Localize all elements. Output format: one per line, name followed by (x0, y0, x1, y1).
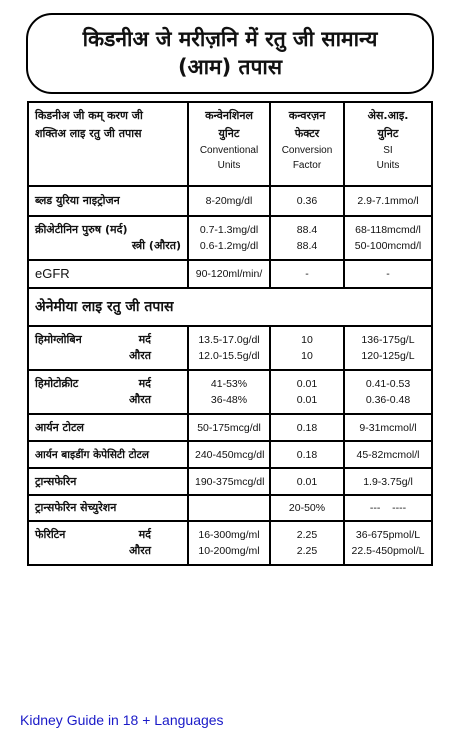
blood-test-table (27, 101, 433, 566)
page-subtitle: (आम) तपास (177, 55, 283, 79)
table-row: फेरिटिन मर्द औरत 16-300mg/ml 10-200mg/ml 2.25 2.25 36-675pmol/L 22.5-450pmol/L (28, 521, 432, 565)
page-title: किडनीअ जे मरीज़नि में रतु जी सामान्य (82, 27, 378, 51)
header-conventional: कन्वेनशिनल युनिट Conventional Units (188, 102, 270, 186)
header-test: किडनीअ जी कम् करण जी शक्तिअ लाइ रतु जी तपास (28, 102, 188, 186)
row-label: आर्यन बाइडींग केपेसिटी टोटल (28, 441, 188, 468)
header-conversion: कन्वरज़न फेक्टर Conversion Factor (270, 102, 344, 186)
section-title: अेनेमीया लाइ रतु जी तपास (28, 288, 432, 326)
table-row: eGFR 90-120ml/min/ - - (28, 260, 432, 288)
table-row: हिमोटोक्रीट मर्द औरत 41-53% 36-48% 0.01 0.01 0.41-0.53 0.36-0.48 (28, 370, 432, 414)
table-row: ट्रान्सफेरिन 190-375mcg/dl 0.01 1.9-3.75g/l (28, 468, 432, 495)
table-header-row (28, 102, 432, 186)
row-label: हिमोग्लोबिन मर्द औरत (28, 326, 188, 370)
row-label: eGFR (28, 260, 188, 288)
header-si: अेस.आइ. युनिट SI Units (344, 102, 432, 186)
table-row: क्रीअेटीनिन पुरुष (मर्द) स्त्री (औरत) 0.7-1.3mg/dl 0.6-1.2mg/dl 88.4 88.4 68-118mcmd/l 50-100mcmd/l (28, 216, 432, 260)
row-label: फेरिटिन मर्द औरत (28, 521, 188, 565)
row-label: ब्लड युरिया नाइट्रोजन (28, 186, 188, 216)
footer-link[interactable]: Kidney Guide in 18 + Languages (20, 712, 224, 728)
title-box (26, 13, 434, 94)
row-label: हिमोटोक्रीट मर्द औरत (28, 370, 188, 414)
row-label: ट्रान्सफेरिन (28, 468, 188, 495)
table-row: आर्यन टोटल 50-175mcg/dl 0.18 9-31mcmol/l (28, 414, 432, 441)
table-row: ट्रान्सफेरिन सेच्युरेशन 20-50% --- ---- (28, 495, 432, 521)
table-row: आर्यन बाइडींग केपेसिटी टोटल 240-450mcg/dl 0.18 45-82mcmol/l (28, 441, 432, 468)
row-label: ट्रान्सफेरिन सेच्युरेशन (28, 495, 188, 521)
row-label: क्रीअेटीनिन पुरुष (मर्द) स्त्री (औरत) (28, 216, 188, 260)
row-label: आर्यन टोटल (28, 414, 188, 441)
section-row (28, 288, 432, 326)
table-row: हिमोग्लोबिन मर्द औरत 13.5-17.0g/dl 12.0-15.5g/dl 10 10 136-175g/L 120-125g/L (28, 326, 432, 370)
table-row: ब्लड युरिया नाइट्रोजन 8-20mg/dl 0.36 2.9-7.1mmo/l (28, 186, 432, 216)
